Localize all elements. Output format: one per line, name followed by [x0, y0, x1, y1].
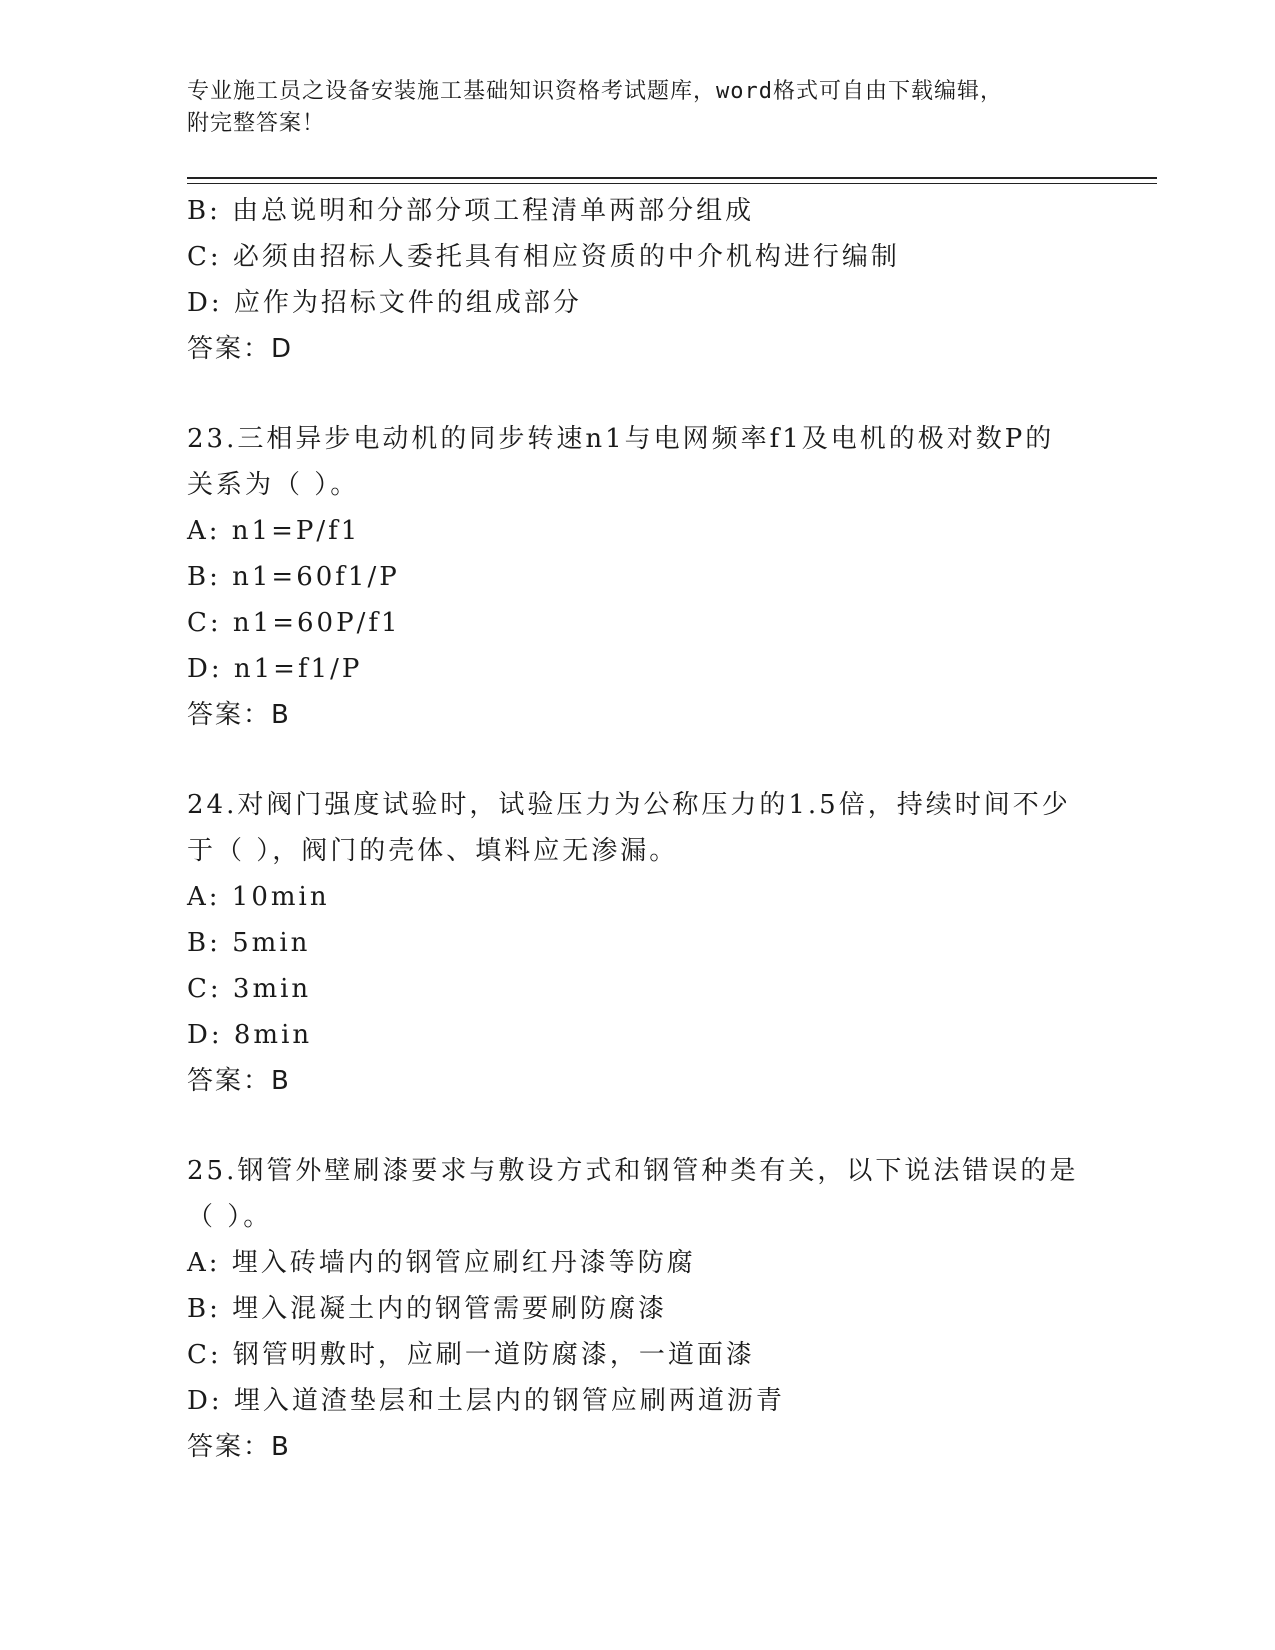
- question-text-line-1: 23.三相异步电动机的同步转速n1与电网频率f1及电机的极对数P的: [187, 424, 1055, 454]
- question-text-line-2: （ ）。: [187, 1202, 273, 1232]
- option-a: A: n1=P/f1: [187, 516, 361, 546]
- option-b: B: n1=60f1/P: [187, 562, 400, 592]
- option-d: D: 埋入道渣垫层和土层内的钢管应刷两道沥青: [187, 1386, 785, 1416]
- answer-line: 答案：B: [187, 1432, 291, 1462]
- question-22-continued: [187, 188, 1087, 372]
- question-23: [187, 416, 1087, 738]
- option-a: A: 埋入砖墙内的钢管应刷红丹漆等防腐: [187, 1248, 696, 1278]
- question-text-line-2: 关系为（ ）。: [187, 470, 360, 500]
- option-d: D: n1=f1/P: [187, 654, 363, 684]
- option-b: B: 由总说明和分部分项工程清单两部分组成: [187, 196, 755, 226]
- answer-line: 答案：D: [187, 334, 294, 364]
- answer-line: 答案：B: [187, 700, 291, 730]
- header-divider-thin: [187, 183, 1157, 184]
- option-c: C: 钢管明敷时，应刷一道防腐漆，一道面漆: [187, 1340, 755, 1370]
- document-header: [187, 76, 1087, 140]
- question-25: [187, 1148, 1087, 1470]
- question-24: [187, 782, 1087, 1104]
- header-line-2: 附完整答案！: [187, 111, 326, 136]
- question-text-line-1: 25.钢管外壁刷漆要求与敷设方式和钢管种类有关，以下说法错误的是: [187, 1156, 1079, 1186]
- header-divider-thick: [187, 177, 1157, 179]
- option-c: C: 3min: [187, 974, 312, 1004]
- option-d: D: 8min: [187, 1020, 313, 1050]
- header-line-1: 专业施工员之设备安装施工基础知识资格考试题库，word格式可自由下载编辑，: [187, 79, 1003, 104]
- option-c: C: n1=60P/f1: [187, 608, 401, 638]
- question-text-line-1: 24.对阀门强度试验时，试验压力为公称压力的1.5倍，持续时间不少: [187, 790, 1071, 820]
- option-b: B: 埋入混凝土内的钢管需要刷防腐漆: [187, 1294, 668, 1324]
- question-list: [187, 188, 1087, 1470]
- question-text-line-2: 于（ ），阀门的壳体、填料应无渗漏。: [187, 836, 679, 866]
- option-a: A: 10min: [187, 882, 330, 912]
- option-c: C: 必须由招标人委托具有相应资质的中介机构进行编制: [187, 242, 900, 272]
- answer-line: 答案：B: [187, 1066, 291, 1096]
- option-d: D: 应作为招标文件的组成部分: [187, 288, 582, 318]
- option-b: B: 5min: [187, 928, 311, 958]
